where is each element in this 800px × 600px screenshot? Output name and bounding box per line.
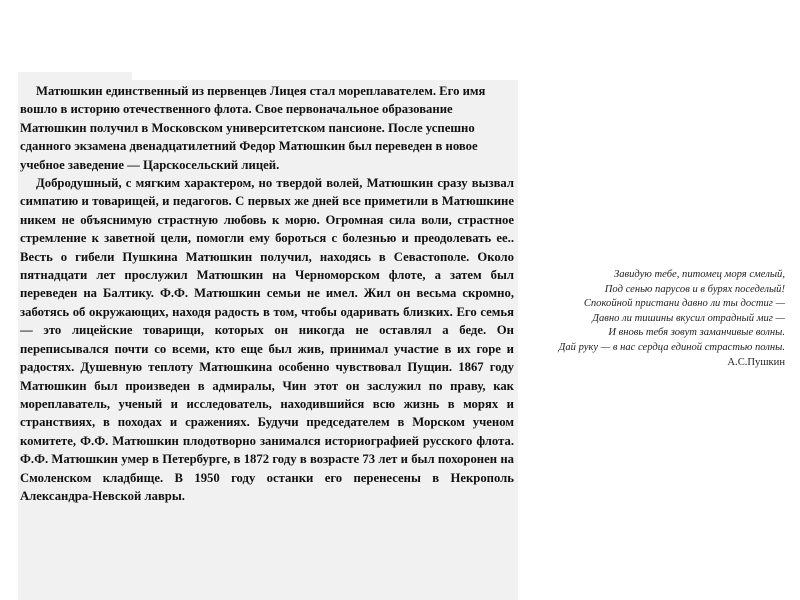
poem-author: А.С.Пушкин (727, 356, 785, 368)
article-paragraph-1: Матюшкин единственный из первенцев Лицея стал мореплавателем. Его имя вошло в историю отечественного флота. Свое первоначальное образование Матюшкин получил в Московском университетском пансионе. После успешно сданного экзамена двенадцатилетний Федор Матюшкин был переведен в новое учебное заведение — Царскосельский лицей. (20, 84, 486, 172)
poem-line: Под сенью парусов и в бурях поседелый! (604, 283, 785, 295)
poem-line: Завидую тебе, питомец моря смелый, (614, 269, 785, 280)
article-paragraph-2: Добродушный, с мягким характером, но твердой волей, Матюшкин сразу вызвал симпатию и товарищей, и педагогов. С первых же дней все приметили в Матюшкине никем не объяснимую страстную любовь к морю. Огромная сила воли, страстное стремление к заветной цели, помогли ему бороться с болезнью и преодолевать ее.. Весть о гибели Пушкина Матюшкин получил, находясь в Севастополе. Около пятнадцати лет прослужил Матюшкин на Черноморском флоте, а затем был переведен на Балтику. Ф.Ф. Матюшкин семьи не имел. Жил он весьма скромно, заботясь об окружающих, находя радость в том, чтобы одаривать близких. Его семья — это лицейские товарищи, которых он никогда не оставлял а беде. Он переписывался почти со всеми, кто еще был жив, принимал участие в их горе и радостях. Душевную теплоту Матюшкина особенно чувствовал Пущин. 1867 году Матюшкин был произведен в адмиралы, Чин этот он заслужил по праву, как мореплаватель, ученый и исследователь, находившийся всю жизнь в морях и странствиях, в походах и сражениях. Будучи председателем в Морском ученом комитете, Ф.Ф. Матюшкин плодотворно занимался историографией русского флота. Ф.Ф. Матюшкин умер в Петербурге, в 1872 году в возрасте 73 лет и был похоронен на Смоленском кладбище. В 1950 году останки его перенесены в Некрополь Александра-Невской лавры. (20, 176, 514, 503)
poem-line: Давно ли тишины вкусил отрадный миг — (592, 312, 785, 324)
poem-epigraph (523, 268, 785, 370)
poem-line: И вновь тебя зовут заманчивые волны. (608, 327, 785, 339)
article-text-panel (18, 80, 518, 600)
poem-line: Спокойной пристани давно ли ты достиг — (583, 298, 785, 310)
poem-line: Дай руку — в нас сердца единой страстью полны. (558, 341, 785, 353)
